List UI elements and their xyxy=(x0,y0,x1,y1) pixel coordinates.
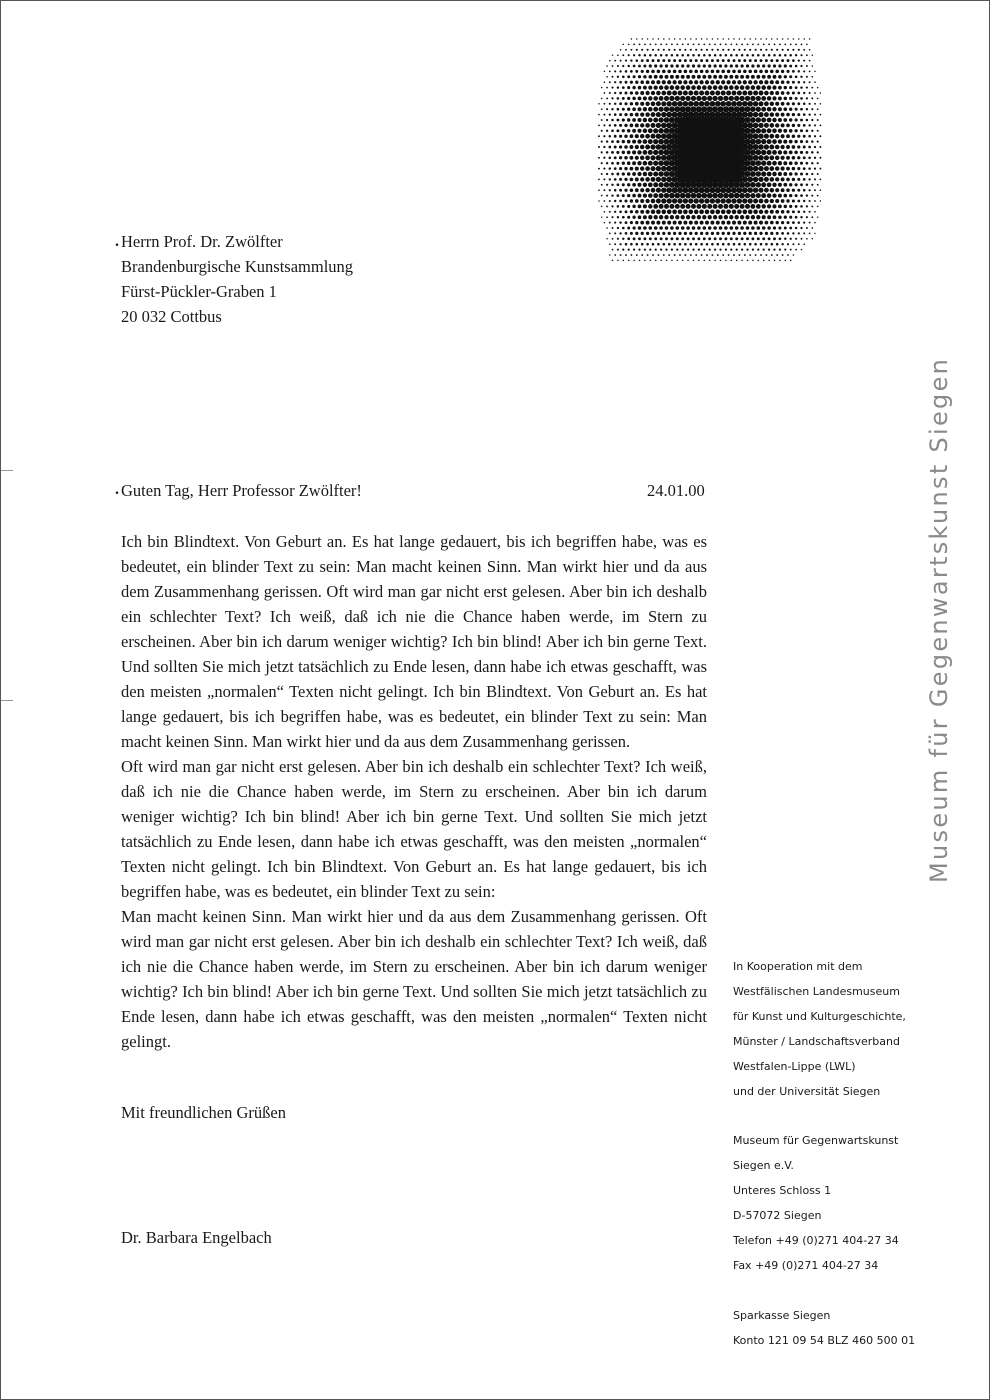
address-line-street: Fürst-Pückler-Graben 1 xyxy=(121,282,277,301)
contact-line-phone: Telefon +49 (0)271 404-27 34 xyxy=(733,1234,899,1247)
fold-mark-top xyxy=(1,470,13,471)
closing-greeting: Mit freundlichen Grüßen xyxy=(121,1103,286,1122)
body-paragraph-1: Ich bin Blindtext. Von Geburt an. Es hat lange gedauert, bis ich begriffen habe, was es bedeutet, ein blinder Text zu sein: Man macht keinen Sinn. Man wirkt hier und da aus dem Zusammenhang gerissen. Oft wird man gar nicht erst gelesen. Aber bin ich deshalb ein schlechter Text? Ich weiß, daß ich nie die Chance haben werde, im Stern zu erscheinen. Aber bin ich darum weniger wichtig? Ich bin blind! Aber ich bin gerne Text. Und sollten Sie mich jetzt tatsächlich zu Ende lesen, dann habe ich etwas geschafft, was den meisten „normalen“ Texten nicht gelingt. Ich bin Blindtext. Von Geburt an. Es hat lange gedauert, bis ich begriffen habe, was es bedeutet, ein blinder Text zu sein: Man macht keinen Sinn. Man wirkt hier und da aus dem Zusammenhang gerissen. xyxy=(121,532,707,751)
address-line-name: Herrn Prof. Dr. Zwölfter xyxy=(121,232,283,251)
fold-mark-center xyxy=(1,700,13,701)
body-paragraph-2: Oft wird man gar nicht erst gelesen. Aber bin ich deshalb ein schlechter Text? Ich weiß, daß ich nie die Chance haben werde, im Stern zu erscheinen. Aber bin ich darum weniger wichtig? Ich bin blind! Aber ich bin gerne Text. Und sollten Sie mich jetzt tatsächlich zu Ende lesen, dann habe ich etwas geschafft, was den meisten „normalen“ Texten nicht gelingt. Ich bin Blindtext. Von Geburt an. Es hat lange gedauert, bis ich begriffen habe, was es bedeutet, ein blinder Text zu sein: xyxy=(121,757,707,901)
letter-body xyxy=(121,529,707,1054)
contact-line-fax: Fax +49 (0)271 404-27 34 xyxy=(733,1259,879,1272)
cooperation-line: und der Universität Siegen xyxy=(733,1085,881,1098)
cooperation-line: Westfälischen Landesmuseum xyxy=(733,985,900,998)
contact-line-postcode: D-57072 Siegen xyxy=(733,1209,822,1222)
address-line-institution: Brandenburgische Kunstsammlung xyxy=(121,257,354,276)
bank-line-name: Sparkasse Siegen xyxy=(733,1309,831,1322)
cooperation-line: für Kunst und Kulturgeschichte, xyxy=(733,1010,906,1023)
letter-date: 24.01.00 xyxy=(647,481,705,500)
contact-line-city: Siegen e.V. xyxy=(733,1159,794,1172)
cooperation-info xyxy=(733,954,906,1104)
cooperation-line: Münster / Landschaftsverband xyxy=(733,1035,900,1048)
address-line-city: 20 032 Cottbus xyxy=(121,307,222,326)
recipient-address xyxy=(115,229,354,329)
cooperation-line: Westfalen-Lippe (LWL) xyxy=(733,1060,856,1073)
salutation-text: Guten Tag, Herr Professor Zwölfter! xyxy=(121,481,362,500)
salutation xyxy=(115,481,362,501)
body-paragraph-3: Man macht keinen Sinn. Man wirkt hier und da aus dem Zusammenhang gerissen. Oft wird man gar nicht erst gelesen. Aber bin ich deshalb ein schlechter Text? Ich weiß, daß ich nie die Chance haben werde, im Stern zu erscheinen. Aber bin ich darum weniger wichtig? Ich bin blind! Aber ich bin gerne Text. Und sollten Sie mich jetzt tatsächlich zu Ende lesen, dann habe ich etwas geschafft, was den meisten „normalen“ Texten nicht gelingt. xyxy=(121,907,707,1051)
contact-line-street: Unteres Schloss 1 xyxy=(733,1184,832,1197)
halftone-square-logo-icon xyxy=(597,37,823,263)
bank-line-account: Konto 121 09 54 BLZ 460 500 01 xyxy=(733,1334,916,1347)
cooperation-line: In Kooperation mit dem xyxy=(733,960,863,973)
contact-line-name: Museum für Gegenwartskunst xyxy=(733,1134,899,1147)
contact-info xyxy=(733,1128,899,1278)
bullet-marker: . xyxy=(115,481,119,498)
bank-info xyxy=(733,1303,915,1353)
bullet-marker: . xyxy=(115,233,119,250)
museum-vertical-title: Museum für Gegenwartskunst Siegen xyxy=(925,356,953,883)
signature-name: Dr. Barbara Engelbach xyxy=(121,1228,272,1247)
